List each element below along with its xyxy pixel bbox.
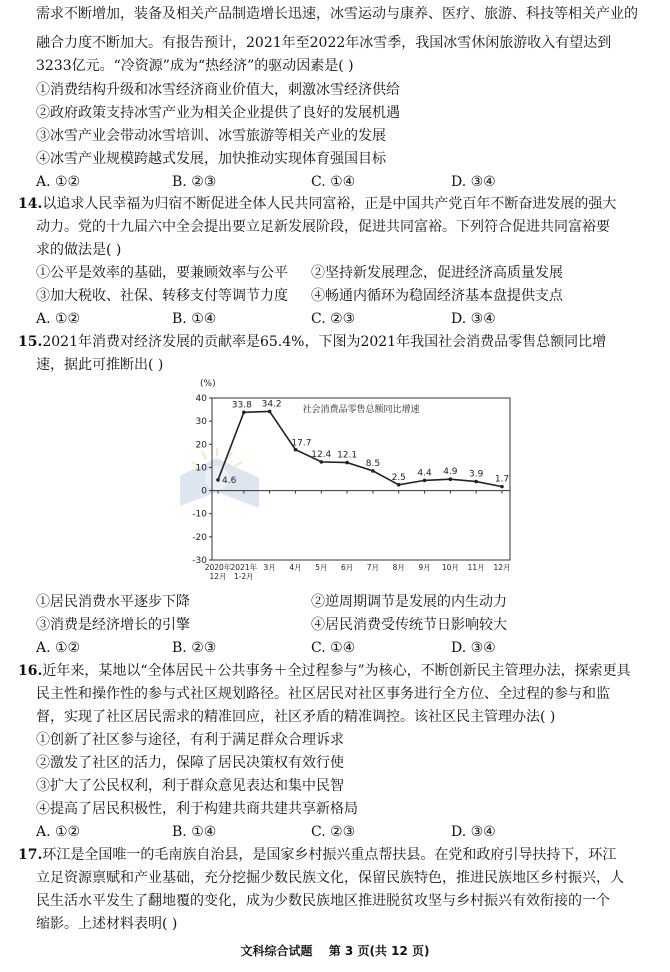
retail-sales-growth-chart (180, 370, 520, 592)
x-tick-label: 9月 (418, 563, 431, 572)
option-a[interactable]: A. ①② (36, 311, 81, 327)
q14-item: ①公平是效率的基础，要兼顾效率与公平 (36, 265, 288, 281)
q14-options (36, 309, 658, 329)
option-a[interactable]: A. ①② (36, 640, 81, 656)
data-label: 8.5 (365, 458, 381, 469)
q13-item: ①消费结构升级和冰雪经济商业价值大，刺激冰雪经济供给 (36, 82, 400, 98)
x-tick-label: 4月 (289, 563, 302, 572)
q16-options (36, 822, 658, 842)
option-b[interactable]: B. ②③ (172, 174, 217, 190)
data-label: 3.9 (469, 469, 484, 480)
data-label: 33.8 (231, 400, 252, 411)
q13-options (36, 172, 658, 192)
option-c[interactable]: C. ②③ (311, 311, 356, 327)
footer-subject: 文科综合试题 (240, 944, 313, 958)
q14-items-row (36, 263, 658, 283)
x-tick-label: 2020年 (204, 563, 232, 572)
y-axis-label: (%) (200, 379, 216, 389)
data-point (500, 485, 504, 489)
data-label: 34.2 (261, 399, 282, 410)
q15-item: ②逆周期调节是发展的内生动力 (311, 594, 507, 610)
option-c[interactable]: C. ②③ (311, 824, 356, 840)
x-tick-label: 12月 (493, 563, 511, 572)
option-d[interactable]: D. ③④ (451, 311, 496, 327)
q16-number: 16. (18, 663, 43, 679)
q16-item: ④提高了居民积极性，利于构建共商共建共享新格局 (36, 801, 358, 817)
q15-items-row (36, 615, 658, 635)
q16-stem-line: 16.近年来，某地以“全体居民＋公共事务＋全过程参与”为核心，不断创新民主管理办法，探索更具 (18, 663, 631, 679)
q17-stem-line: 立足资源禀赋和产业基础，充分挖掘少数民族文化，保留民族特色，推进民族地区乡村振兴，人 (36, 870, 624, 886)
q17-stem-line: 缩影。上述材料表明( ) (36, 916, 178, 932)
y-tick-label: 10 (195, 463, 207, 474)
option-d[interactable]: D. ③④ (451, 174, 496, 190)
y-tick-label: 0 (201, 486, 207, 497)
q15-items-row (36, 592, 658, 612)
x-tick-label: 2021年 (230, 563, 258, 572)
q14-item: ②坚持新发展理念，促进经济高质量发展 (311, 265, 563, 281)
q17-stem-line: 17.环江是全国唯一的毛南族自治县，是国家乡村振兴重点帮扶县。在党和政府引导扶持下，环江 (18, 847, 617, 863)
q13-item: ③冰雪产业会带动冰雪培训、冰雪旅游等相关产业的发展 (36, 128, 386, 144)
data-label: 1.7 (494, 474, 510, 485)
data-label: 12.4 (311, 449, 332, 460)
series-line (218, 411, 502, 486)
q15-stem-line: 15.2021年消费对经济发展的贡献率是65.4%，下图为2021年我国社会消费品零售总额同比增 (18, 334, 607, 350)
q16-stem-line: 督，实现了社区居民需求的精准回应，社区矛盾的精准调控。该社区民主管理办法( ) (36, 709, 556, 725)
q15-options (36, 638, 658, 658)
x-tick-label: 11月 (467, 563, 485, 572)
x-tick-label: 3月 (263, 563, 276, 572)
y-tick-label: 40 (195, 394, 207, 404)
q14-stem-line: 求的做法是( ) (36, 242, 122, 258)
data-label: 2.5 (391, 472, 406, 483)
data-point (242, 411, 246, 415)
q13-stem-line: 需求不断增加，装备及相关产品制造增长迅速，冰雪运动与康养、医疗、旅游、科技等相关产业的 (36, 6, 638, 22)
q17-number: 17. (18, 847, 43, 863)
data-label: 12.1 (337, 450, 358, 461)
q15-item: ③消费是经济增长的引擎 (36, 617, 190, 633)
q14-items-row (36, 286, 658, 306)
data-label: 17.7 (291, 438, 312, 449)
x-tick-label: 6月 (340, 563, 354, 572)
data-point (216, 478, 220, 482)
q15-number: 15. (18, 334, 43, 350)
data-point (397, 483, 401, 487)
data-point (319, 460, 323, 464)
data-point (449, 477, 453, 481)
data-label: 4.6 (222, 475, 237, 486)
y-tick-label: -10 (192, 509, 207, 520)
y-tick-label: 30 (195, 417, 207, 428)
chart-svg (180, 370, 520, 592)
q15-item: ①居民消费水平逐步下降 (36, 594, 190, 610)
data-point (268, 410, 272, 414)
x-tick-label: 7月 (366, 563, 380, 572)
option-a[interactable]: A. ①② (36, 824, 81, 840)
x-tick-label: 12月 (209, 572, 227, 581)
option-c[interactable]: C. ①④ (311, 174, 356, 190)
data-point (423, 479, 427, 483)
x-tick-label: 5月 (315, 563, 328, 572)
q14-item: ③加大税收、社保、转移支付等调节力度 (36, 288, 288, 304)
q13-item: ②政府政策支持冰雪产业为相关企业提供了良好的发展机遇 (36, 105, 400, 121)
q16-item: ①创新了社区参与途径，有利于满足群众合理诉求 (36, 732, 344, 748)
data-point (371, 469, 375, 473)
data-point (474, 480, 478, 484)
q14-stem-line: 14.以追求人民幸福为归宿不断促进全体人民共同富裕，正是中国共产党百年不断奋进发展的强大 (18, 196, 617, 212)
x-tick-label: 8月 (392, 563, 405, 572)
q15-item: ④居民消费受传统节日影响较大 (311, 617, 507, 633)
q16-item: ③扩大了公民权利，利于群众意见表达和集中民智 (36, 778, 344, 794)
q13-item: ④冰雪产业规模跨越式发展，加快推动实现体育强国目标 (36, 151, 386, 167)
q13-stem-line: 3233亿元。“冷资源”成为“热经济”的驱动因素是( ) (36, 58, 354, 74)
q14-stem-line: 动力。党的十九届六中全会提出要立足新发展阶段，促进共同富裕。下列符合促进共同富裕要 (36, 219, 610, 235)
q16-item: ②激发了社区的活力，保障了居民决策权有效行使 (36, 755, 344, 771)
q14-number: 14. (18, 196, 43, 212)
y-tick-label: -20 (192, 532, 207, 543)
q15-stem-line: 速，据此可推断出( ) (36, 357, 164, 373)
page-footer (0, 942, 670, 959)
chart-title: 社会消费品零售总额同比增速 (302, 405, 420, 415)
y-tick-label: -30 (192, 556, 207, 566)
q14-item: ④畅通内循环为稳固经济基本盘提供支点 (311, 288, 563, 304)
option-b[interactable]: B. ②③ (172, 640, 217, 656)
data-label: 4.4 (417, 468, 432, 479)
q13-stem-line: 融合力度不断加大。有报告预计，2021年至2022年冰雪季，我国冰雪休闲旅游收入有望达到 (36, 35, 612, 51)
option-c[interactable]: C. ①④ (311, 640, 356, 656)
option-b[interactable]: B. ①④ (172, 824, 217, 840)
y-tick-label: 20 (195, 440, 207, 451)
option-d[interactable]: D. ③④ (451, 824, 496, 840)
x-tick-label: 1-2月 (233, 572, 254, 581)
option-d[interactable]: D. ③④ (451, 640, 496, 656)
option-b[interactable]: B. ①④ (172, 311, 217, 327)
option-a[interactable]: A. ①② (36, 174, 81, 190)
q17-stem-line: 民生活水平发生了翻地覆的变化，成为少数民族地区推进脱贫攻坚与乡村振兴有效衔接的一个 (36, 893, 610, 909)
data-point (345, 461, 349, 465)
x-tick-label: 10月 (441, 563, 459, 572)
data-label: 4.9 (443, 467, 458, 478)
footer-page-number: 第 3 页(共 12 页) (328, 944, 430, 958)
q16-stem-line: 民主性和操作性的参与式社区规划路径。社区居民对社区事务进行全方位、全过程的参与和监 (36, 686, 610, 702)
